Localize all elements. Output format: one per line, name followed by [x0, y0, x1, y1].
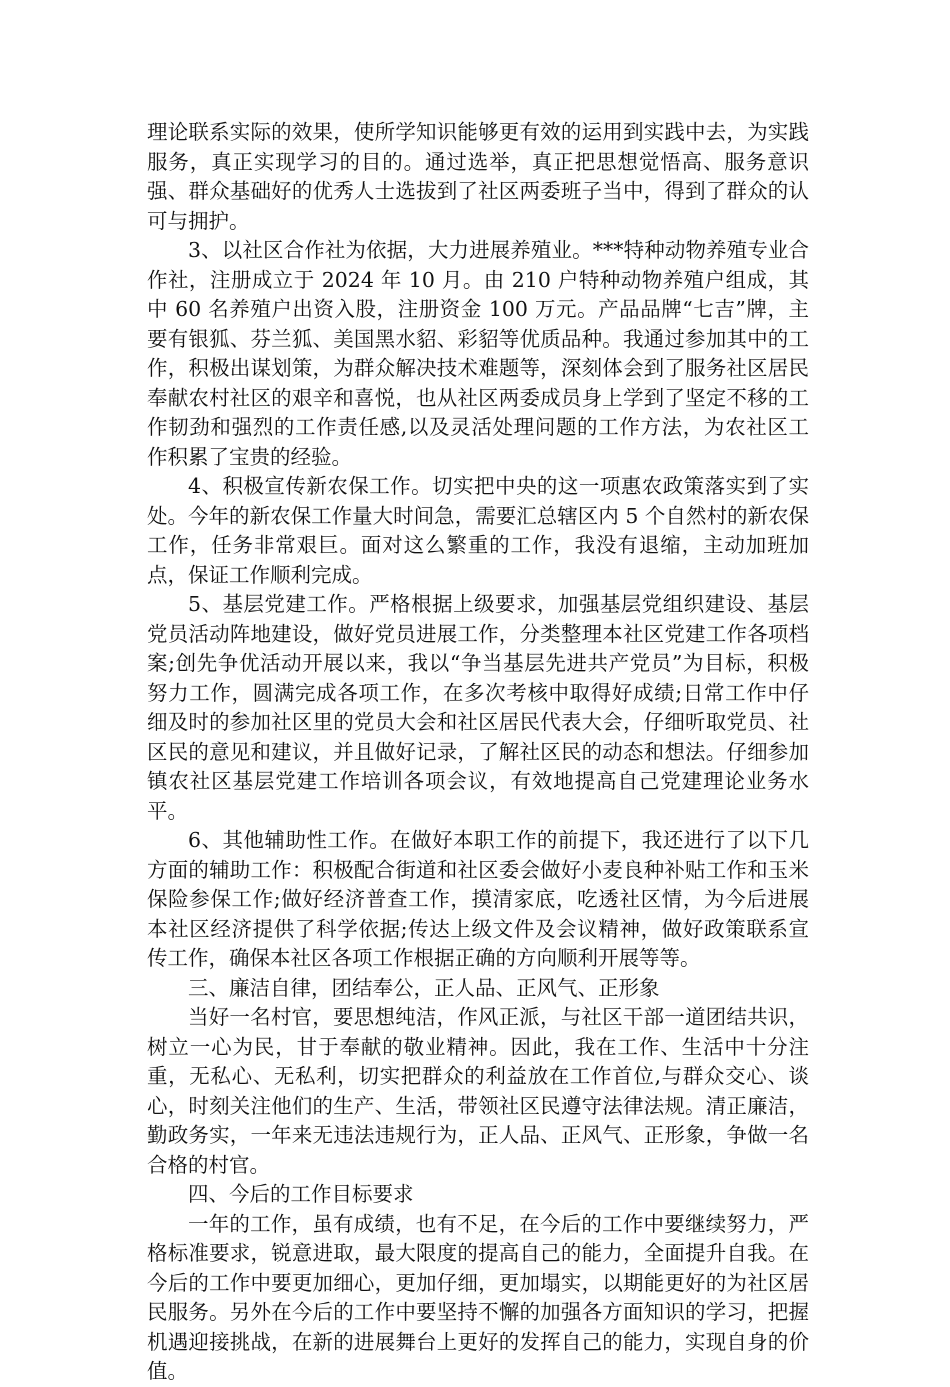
paragraph-auxiliary-work: 6、其他辅助性工作。在做好本职工作的前提下，我还进行了以下几方面的辅助工作：积极配合街道和社区委会做好小麦良种补贴工作和玉米保险参保工作;做好经济普查工作，摸清家底，吃透社区情，为今后进展本社区经济提供了科学依据;传达上级文件及会议精神，做好政策联系宣传工作，确保本社区各项工作根据正确的方向顺利开展等等。 — [147, 828, 809, 970]
section-heading-integrity: 三、廉洁自律，团结奉公，正人品、正风气、正形象 — [188, 975, 660, 1000]
paragraph-continuation: 理论联系实际的效果，使所学知识能够更有效的运用到实践中去，为实践服务，真正实现学习的目的。通过选举，真正把思想觉悟高、服务意识强、群众基础好的优秀人士选拔到了社区两委班子当中，得到了群众的认可与拥护。 — [147, 120, 809, 233]
document-body — [147, 118, 809, 1387]
section-heading-goals: 四、今后的工作目标要求 — [188, 1182, 414, 1206]
paragraph-integrity: 当好一名村官，要思想纯洁，作风正派，与社区干部一道团结共识，树立一心为民，甘于奉献的敬业精神。因此，我在工作、生活中十分注重，无私心、无私利，切实把群众的利益放在工作首位,与群众交心、谈心，时刻关注他们的生产、生活，带领社区民遵守法律法规。清正廉洁，勤政务实，一年来无违法违规行为，正人品、正风气、正形象，争做一名合格的村官。 — [147, 1005, 809, 1177]
paragraph-cooperative: 3、以社区合作社为依据，大力进展养殖业。***特种动物养殖专业合作社，注册成立于 2024 年 10 月。由 210 户特种动物养殖户组成，其中 60 名养殖户出资入股，注册资金 100 万元。产品品牌“七吉”牌，主要有银狐、芬兰狐、美国黑水貂、彩貂等优质品种。我通过参加其中的工作，积极出谋划策，为群众解决技术难题等，深刻体会到了服务社区居民奉献农村社区的艰辛和喜悦，也从社区两委成员身上学到了坚定不移的工作韧劲和强烈的工作责任感,以及灵活处理问题的工作方法，为农社区工作积累了宝贵的经验。 — [147, 238, 809, 469]
paragraph-goals: 一年的工作，虽有成绩，也有不足，在今后的工作中要继续努力，严格标准要求，锐意进取，最大限度的提高自己的能力，全面提升自我。在今后的工作中要更加细心，更加仔细，更加塌实，以期能更好的为社区居民服务。另外在今后的工作中要坚持不懈的加强各方面知识的学习，把握机遇迎接挑战，在新的进展舞台上更好的发挥自己的能力，实现自身的价值。 — [147, 1211, 809, 1383]
paragraph-rural-insurance: 4、积极宣传新农保工作。切实把中央的这一项惠农政策落实到了实处。今年的新农保工作量大时间急，需要汇总辖区内 5 个自然村的新农保工作，任务非常艰巨。面对这么繁重的工作，我没有退缩，主动加班加点，保证工作顺利完成。 — [147, 474, 809, 587]
paragraph-party-building: 5、基层党建工作。严格根据上级要求，加强基层党组织建设、基层党员活动阵地建设，做好党员进展工作，分类整理本社区党建工作各项档案;创先争优活动开展以来，我以“争当基层先进共产党员”为目标，积极努力工作，圆满完成各项工作，在多次考核中取得好成绩;日常工作中仔细及时的参加社区里的党员大会和社区居民代表大会，仔细听取党员、社区民的意见和建议，并且做好记录，了解社区民的动态和想法。仔细参加镇农社区基层党建工作培训各项会议，有效地提高自己党建理论业务水平。 — [147, 592, 809, 823]
